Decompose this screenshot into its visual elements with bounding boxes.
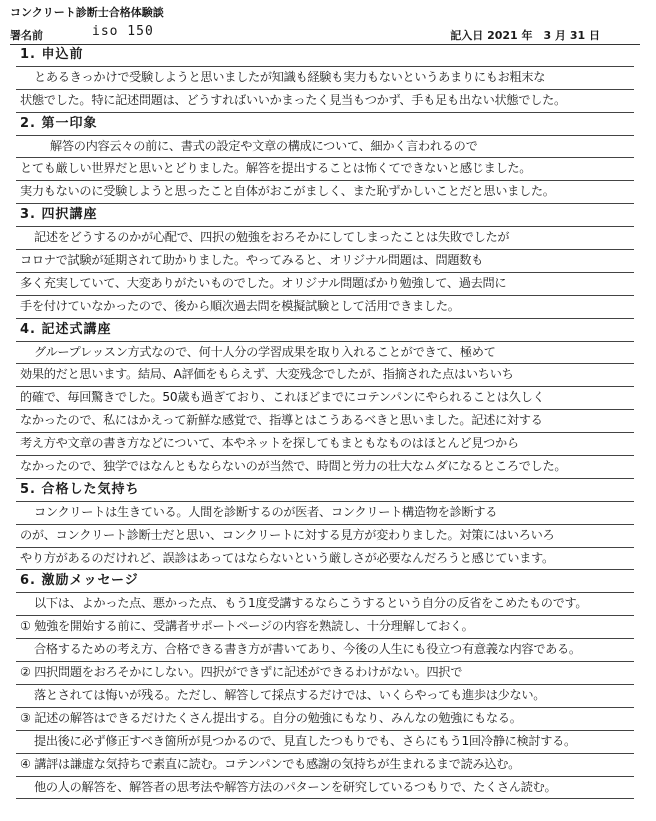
line-text: 1. 申込前 xyxy=(20,47,84,62)
handwritten-lines xyxy=(16,44,634,799)
line-text: とあるきっかけで受験しようと思いましたが知識も経験も実力もないというあまりにもお粗末な xyxy=(34,69,546,84)
text-line xyxy=(16,548,634,571)
text-line xyxy=(16,296,634,319)
text-line xyxy=(16,777,634,800)
entry-date: 記入日 2021 年 3 月 31 日 xyxy=(450,29,600,42)
text-line xyxy=(16,433,634,456)
line-text: 手を付けていなかったので、後から順次過去問を模擬試験として活用できました。 xyxy=(20,298,460,313)
section-heading xyxy=(16,44,634,67)
text-line xyxy=(16,136,634,159)
text-line xyxy=(16,364,634,387)
line-text: ① 勉強を開始する前に、受講者サポートページの内容を熟読し、十分理解しておく。 xyxy=(20,619,474,634)
text-line xyxy=(16,90,634,113)
line-text: 効果的だと思います。結局、A評価をもらえず、大変残念でしたが、指摘された点はいちいち xyxy=(20,367,514,382)
line-text: 3. 四択講座 xyxy=(20,207,98,223)
text-line xyxy=(16,754,634,777)
line-text: 2. 第一印象 xyxy=(20,115,98,131)
line-text: 5. 合格した気持ち xyxy=(20,481,140,497)
line-text: 4. 記述式講座 xyxy=(20,321,112,337)
text-line xyxy=(16,273,634,296)
text-line xyxy=(16,158,634,181)
text-line xyxy=(16,662,634,685)
document-title: コンクリート診断士合格体験談 xyxy=(10,6,164,19)
section-heading xyxy=(16,113,634,136)
section-heading xyxy=(16,479,634,502)
text-line xyxy=(16,181,634,204)
text-line xyxy=(16,731,634,754)
text-line xyxy=(16,685,634,708)
text-line xyxy=(16,387,634,410)
line-text: 考え方や文章の書き方などについて、本やネットを探してもまともなものはほとんど見つから xyxy=(20,436,519,451)
text-line xyxy=(16,456,634,479)
line-text: ④ 講評は謙虚な気持ちで素直に読む。コテンパンでも感謝の気持ちが生まれるまで読み込む。 xyxy=(20,756,521,771)
text-line xyxy=(16,525,634,548)
line-text: 解答の内容云々の前に、書式の設定や文章の構成について、細かく言われるので xyxy=(50,138,478,153)
text-line xyxy=(16,708,634,731)
line-text: ③ 記述の解答はできるだけたくさん提出する。自分の勉強にもなり、みんなの勉強にもなる。 xyxy=(20,710,522,725)
text-line xyxy=(16,67,634,90)
line-text: 以下は、よかった点、悪かった点、もう1度受講するならこうするという自分の反省をこめたものです。 xyxy=(34,596,588,611)
line-text: コロナで試験が延期されて助かりました。やってみると、オリジナル問題は、問題数も xyxy=(20,253,484,268)
text-line xyxy=(16,410,634,433)
text-line xyxy=(16,502,634,525)
text-line xyxy=(16,250,634,273)
line-text: 6. 激励メッセージ xyxy=(20,573,139,589)
section-heading xyxy=(16,570,634,593)
line-text: のが、コンクリート診断士だと思い、コンクリートに対する見方が変わりました。対策にはいろいろ xyxy=(20,527,555,542)
line-text: やり方があるのだけれど、誤診はあってはならないという厳しさが必要なんだろうと感じています。 xyxy=(20,550,554,565)
line-text: 他の人の解答を、解答者の思考法や解答方法のパターンを研究しているつもりで、たくさん読む。 xyxy=(34,779,557,794)
line-text: コンクリートは生きている。人間を診断するのが医者、コンクリート構造物を診断する xyxy=(34,504,498,519)
name-value: iso 150 xyxy=(92,24,154,39)
line-text: 落とされては悔いが残る。ただし、解答して採点するだけでは、いくらやっても進歩は少ない。 xyxy=(34,687,546,702)
line-text: 実力もないのに受験しようと思ったこと自体がおこがましく、また恥ずかしいことだと思いました。 xyxy=(20,184,555,199)
line-text: 状態でした。特に記述問題は、どうすればいいかまったく見当もつかず、手も足も出ない状態でした。 xyxy=(20,92,566,107)
text-line xyxy=(16,616,634,639)
line-text: 合格するための考え方、合格できる書き方が書いてあり、今後の人生にも役立つ有意義な内容である。 xyxy=(34,642,581,657)
text-line xyxy=(16,593,634,616)
section-heading xyxy=(16,204,634,227)
line-text: なかったので、私にはかえって新鮮な感覚で、指導とはこうあるべきと思いました。記述に対する xyxy=(20,413,543,428)
line-text: 記述をどうするのかが心配で、四択の勉強をおろそかにしてしまったことは失敗でしたが xyxy=(34,230,510,245)
line-text: とても厳しい世界だと思いとどりました。解答を提出することは怖くてできないと感じました。 xyxy=(20,161,532,176)
line-text: なかったので、独学ではなんともならないのが当然で、時間と労力の壮大なムダになるところでした。 xyxy=(20,459,567,474)
text-line xyxy=(16,639,634,662)
line-text: グループレッスン方式なので、何十人分の学習成果を取り入れることができて、極めて xyxy=(34,344,496,359)
text-line xyxy=(16,342,634,365)
line-text: 的確で、毎回驚きでした。50歳も過ぎており、これほどまでにコテンパンにやられることは久しく xyxy=(20,390,545,405)
text-line xyxy=(16,227,634,250)
line-text: ② 四択問題をおろそかにしない。四択ができずに記述ができるわけがない。四択で xyxy=(20,665,463,680)
line-text: 提出後に必ず修正すべき箇所が見つかるので、見直したつもりでも、さらにもう1回冷静に検討する。 xyxy=(34,733,576,748)
name-label: 署名前 xyxy=(10,29,43,42)
header-row xyxy=(10,24,640,45)
line-text: 多く充実していて、大変ありがたいものでした。オリジナル問題ばかり勉強して、過去問に xyxy=(20,275,507,290)
section-heading xyxy=(16,319,634,342)
